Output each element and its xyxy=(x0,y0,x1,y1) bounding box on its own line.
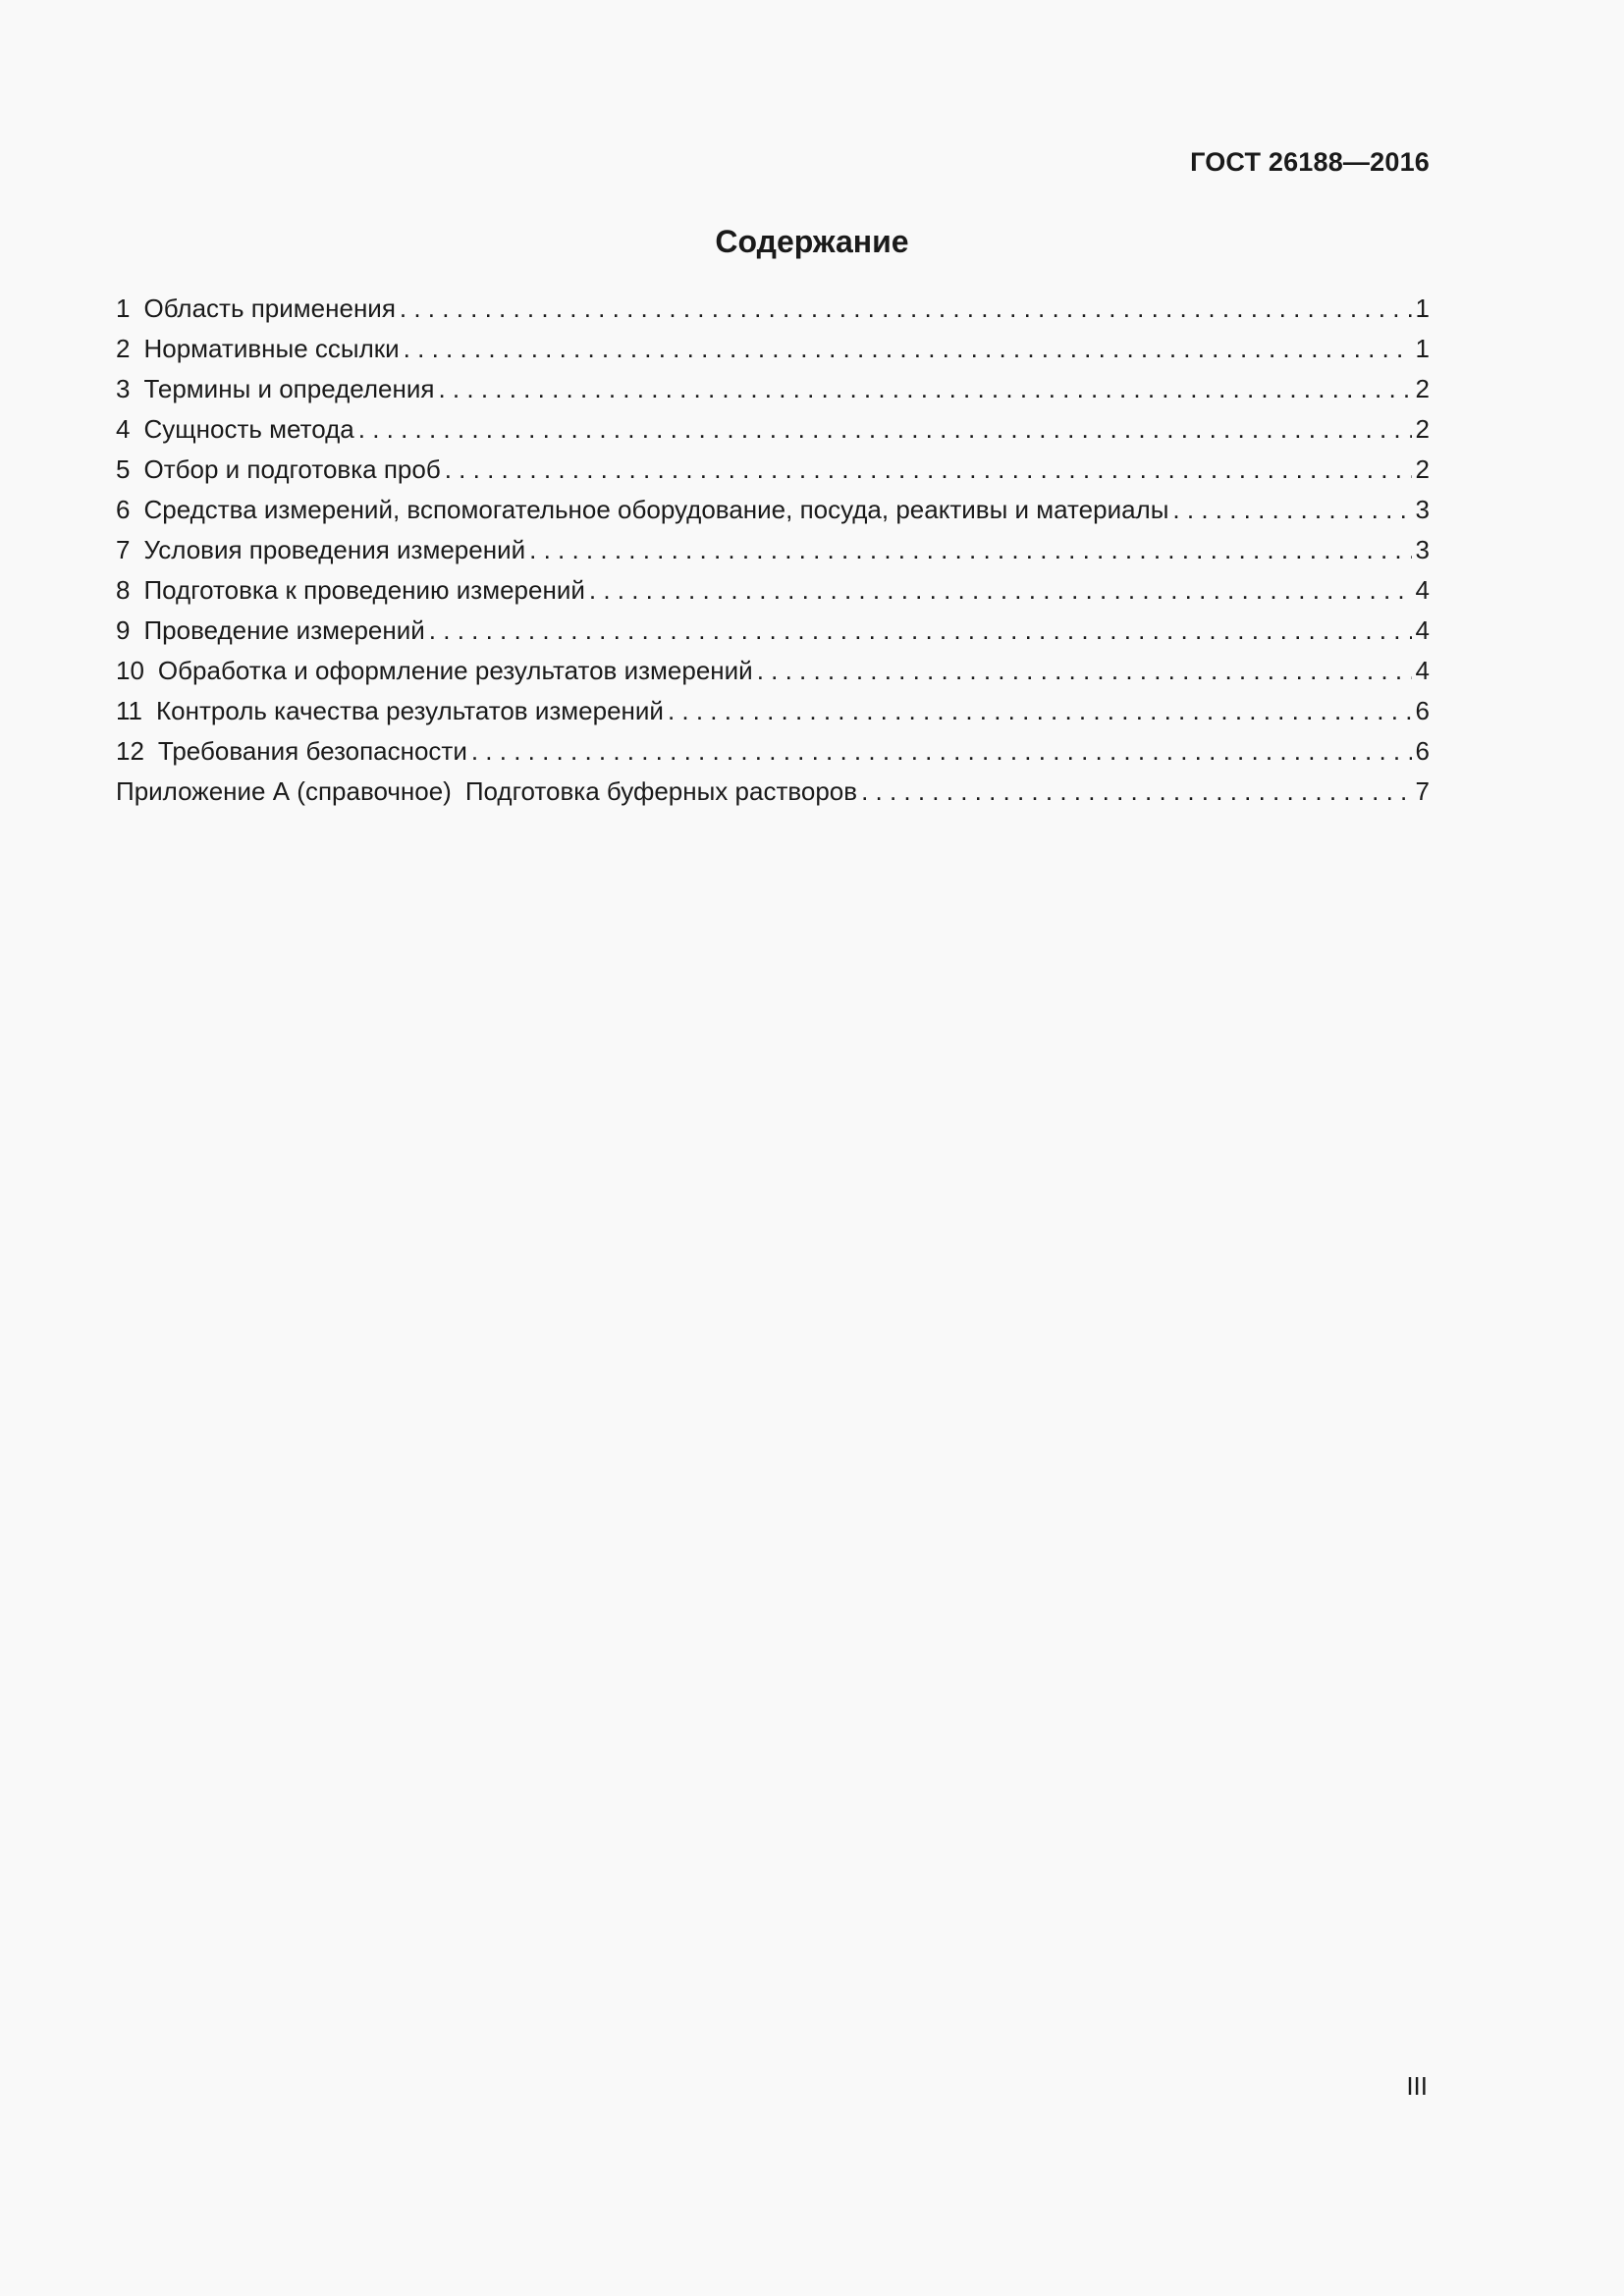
toc-item[interactable] xyxy=(116,696,1430,736)
toc-item[interactable] xyxy=(116,374,1430,414)
toc-item-title: Область применения xyxy=(143,294,396,323)
toc-item-number: 7 xyxy=(116,535,131,564)
toc-item-page: 1 xyxy=(1415,294,1430,323)
toc-item-title: Условия проведения измерений xyxy=(143,535,526,564)
toc-dot-leader xyxy=(757,656,1412,686)
toc-item[interactable] xyxy=(116,615,1430,656)
toc-dot-leader xyxy=(438,374,1411,404)
page-number: III xyxy=(1406,2071,1428,2101)
toc-item-number: 12 xyxy=(116,736,144,766)
toc-item-number: 11 xyxy=(116,696,142,725)
toc-item[interactable] xyxy=(116,656,1430,696)
toc-item-title: Термины и определения xyxy=(143,374,435,403)
toc-item-number: 2 xyxy=(116,334,131,363)
toc-item-page: 3 xyxy=(1415,495,1430,524)
toc-item-title: Требования безопасности xyxy=(157,736,467,766)
toc-item-title: Контроль качества результатов измерений xyxy=(156,696,664,725)
document-code: ГОСТ 26188—2016 xyxy=(1190,147,1430,177)
toc-dot-leader xyxy=(1172,495,1411,525)
toc-dot-leader xyxy=(400,294,1412,324)
toc-item-page: 1 xyxy=(1415,334,1430,363)
toc-item-page: 2 xyxy=(1415,374,1430,403)
toc-item-title: Сущность метода xyxy=(143,414,354,444)
toc-item-number: 6 xyxy=(116,495,131,524)
toc-item[interactable] xyxy=(116,575,1430,615)
toc-item-page: 2 xyxy=(1415,414,1430,444)
toc-item[interactable] xyxy=(116,495,1430,535)
toc-dot-leader xyxy=(429,615,1412,646)
toc-item-number: 8 xyxy=(116,575,131,605)
toc-item-page: 4 xyxy=(1415,656,1430,685)
toc-item[interactable] xyxy=(116,535,1430,575)
toc-dot-leader xyxy=(471,736,1412,767)
toc-dot-leader xyxy=(445,454,1412,485)
toc-dot-leader xyxy=(358,414,1412,445)
toc-appendix-label: Приложение А (справочное) xyxy=(116,776,452,806)
toc-item-title: Подготовка буферных растворов xyxy=(464,776,858,806)
toc-item-title: Подготовка к проведению измерений xyxy=(143,575,585,605)
toc-dot-leader xyxy=(404,334,1412,364)
toc-item-title: Средства измерений, вспомогательное оборудование, посуда, реактивы и материалы xyxy=(143,495,1169,524)
toc-item[interactable] xyxy=(116,294,1430,334)
toc-item-page: 2 xyxy=(1415,454,1430,484)
toc-item-number: 3 xyxy=(116,374,131,403)
toc-dot-leader xyxy=(861,776,1411,807)
toc-item[interactable] xyxy=(116,414,1430,454)
toc-item-number: 5 xyxy=(116,454,131,484)
toc-item-page: 4 xyxy=(1415,615,1430,645)
toc-dot-leader xyxy=(529,535,1411,565)
toc-item-number: 1 xyxy=(116,294,131,323)
toc-item[interactable] xyxy=(116,454,1430,495)
toc-item[interactable] xyxy=(116,736,1430,776)
toc-item-page: 6 xyxy=(1415,696,1430,725)
toc-item-number: 4 xyxy=(116,414,131,444)
toc-item-title: Проведение измерений xyxy=(143,615,425,645)
toc-item-number: 10 xyxy=(116,656,144,685)
toc-dot-leader xyxy=(589,575,1412,606)
toc-title: Содержание xyxy=(715,224,909,259)
toc-item[interactable] xyxy=(116,334,1430,374)
toc-item-number: 9 xyxy=(116,615,131,645)
table-of-contents xyxy=(116,294,1430,817)
toc-item-title: Нормативные ссылки xyxy=(143,334,400,363)
toc-dot-leader xyxy=(668,696,1412,726)
toc-item-appendix[interactable] xyxy=(116,776,1430,817)
toc-item-page: 7 xyxy=(1415,776,1430,806)
toc-item-page: 3 xyxy=(1415,535,1430,564)
toc-item-page: 4 xyxy=(1415,575,1430,605)
toc-item-page: 6 xyxy=(1415,736,1430,766)
toc-item-title: Обработка и оформление результатов измерений xyxy=(157,656,753,685)
toc-item-title: Отбор и подготовка проб xyxy=(143,454,441,484)
